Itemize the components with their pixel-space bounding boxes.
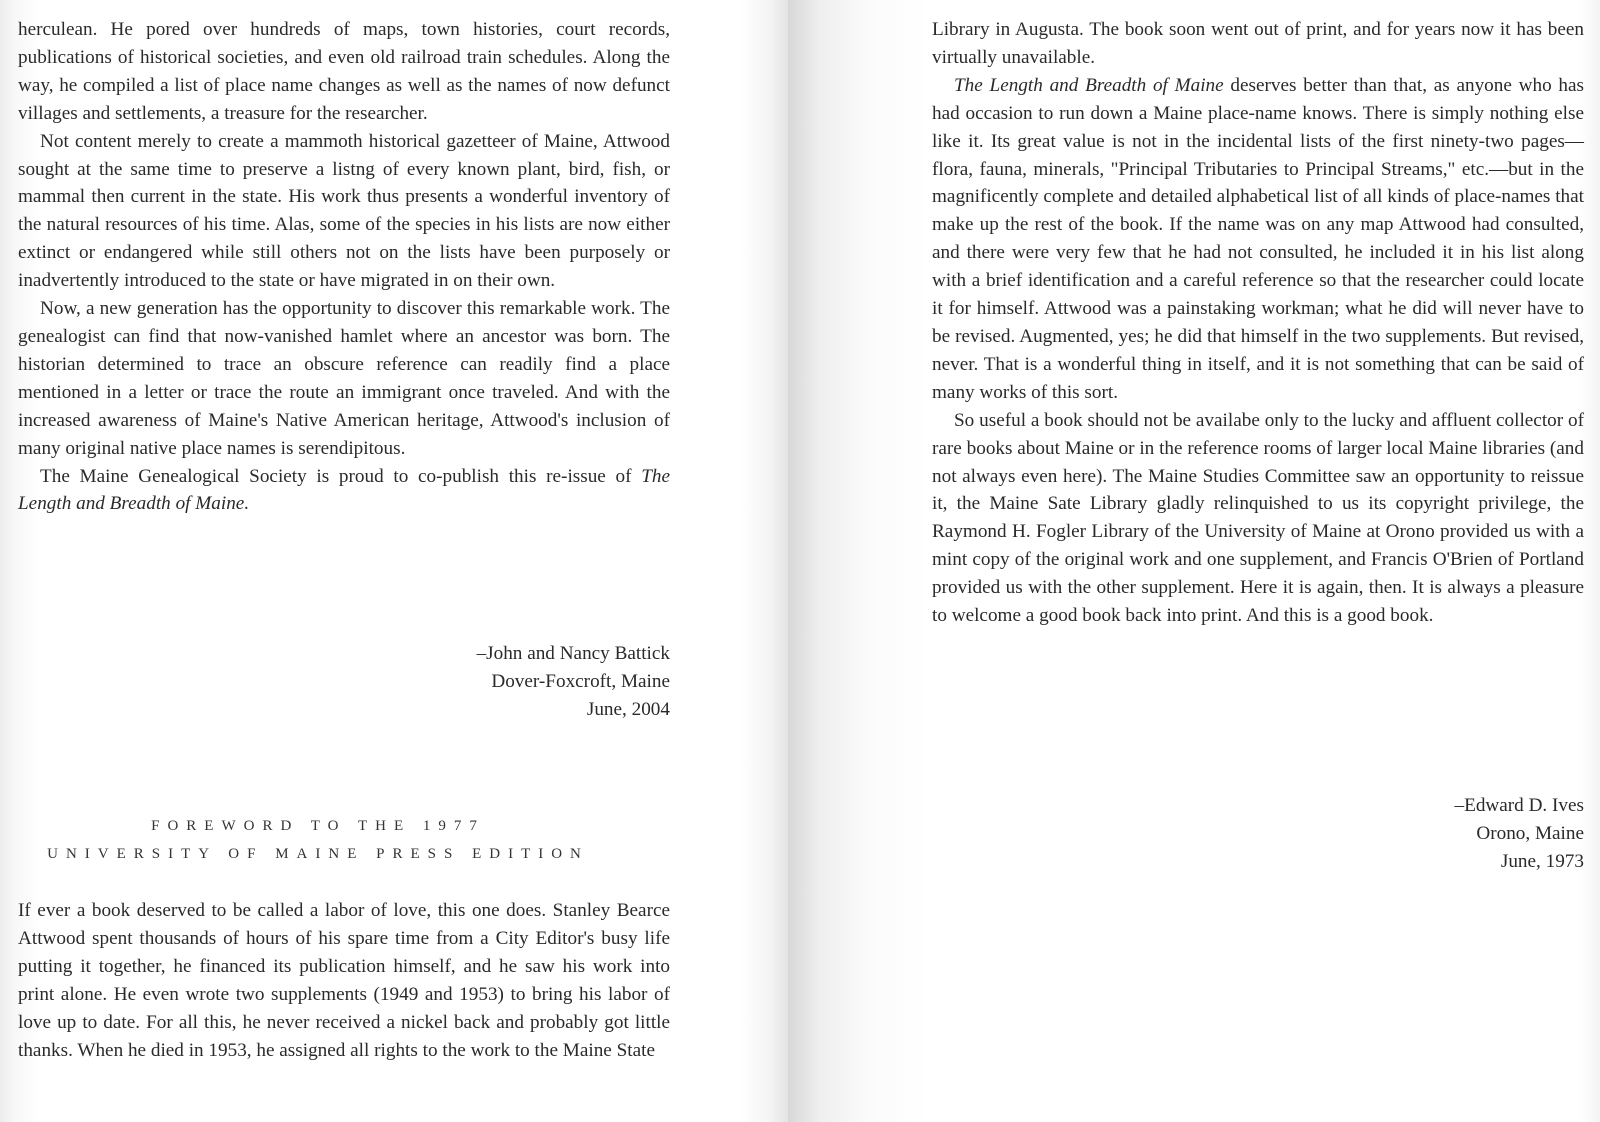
book-title: The Length and Breadth of Maine.	[18, 465, 670, 515]
paragraph-text: The Maine Genealogical Society is proud to co-publish this re-issue of	[40, 465, 642, 487]
signature-date: June, 2004	[586, 698, 670, 720]
paragraph: If ever a book deserved to be called a labor of love, this one does. Stanley Bearce Attwood spent thousands of hours of his spare time from a City Editor's busy life putting it together, he financed its publication himself, and he saw his work into print alone. He even wrote two supplements (1949 and 1953) to bring his labor of love up to date. For all this, he never received a nickel back and probably got little thanks. When he died in 1953, he assigned all rights to the work to the Maine State	[18, 900, 670, 1061]
paragraph	[932, 72, 1584, 407]
paragraph	[18, 463, 670, 519]
paragraph-text: deserves better than that, as anyone who has had occasion to run down a Maine place-name knows. There is simply nothing else like it. Its great value is not in the incidental lists of the first ninety-two pages—flora, fauna, minerals, "Principal Tributaries to Principal Streams," etc.—but in the magnificently complete and detailed alphabetical list of all kinds of place-names that make up the rest of the book. If the name was on any map Attwood had consulted, and there were very few that he had not consulted, he included it in his list along with a brief identification and a careful reference so that the researcher could locate it for himself. Attwood was a painstaking workman; what he did will never have to be revised. Augmented, yes; he did that himself in the two supplements. But revised, never. That is a wonderful thing in itself, and it is not something that can be said of many works of this sort.	[932, 74, 1584, 403]
signature-place: Orono, Maine	[1476, 822, 1584, 844]
signature-date: June, 1973	[1500, 850, 1584, 872]
paragraph: Library in Augusta. The book soon went out of print, and for years now it has been virtually unavailable.	[932, 19, 1584, 68]
left-page-body	[18, 16, 670, 518]
section-heading: FOREWORD TO THE 1977	[151, 818, 485, 834]
signature-block	[1455, 792, 1584, 876]
paragraph: Now, a new generation has the opportunity to discover this remarkable work. The genealogist can find that now-vanished hamlet where an ancestor was born. The historian determined to trace an obscure reference can readily find a place mentioned in a letter or trace the route an immigrant once traveled. And with the increased awareness of Maine's Native American heritage, Attwood's inclusion of many original native place names is serendipitous.	[18, 298, 670, 459]
paragraph: Not content merely to create a mammoth historical gazetteer of Maine, Attwood sought at the same time to preserve a listng of every known plant, bird, fish, or mammal then current in the state. His work thus presents a wonderful inventory of the natural resources of his time. Alas, some of the species in his lists are now either extinct or endangered while still others not on the lists have been purposely or inadvertently introduced to the state or have migrated in on their own.	[18, 130, 670, 292]
foreword-body	[18, 897, 670, 1064]
signature-name: –Edward D. Ives	[1454, 795, 1584, 816]
signature-block	[477, 640, 670, 724]
signature-place: Dover-Foxcroft, Maine	[491, 670, 670, 692]
signature-name: –John and Nancy Battick	[476, 643, 670, 664]
paragraph: So useful a book should not be availabe only to the lucky and affluent collector of rare books about Maine or in the reference rooms of larger local Maine libraries (and not always even here). The Maine Studies Committee saw an opportunity to reissue it, the Maine Sate Library gladly relinquished to us its copyright privilege, the Raymond H. Fogler Library of the University of Maine at Orono provided us with a mint copy of the original work and one supplement, and Francis O'Brien of Portland provided us with the other supplement. Here it is again, then. It is always a pleasure to welcome a good book back into print. And this is a good book.	[932, 409, 1584, 627]
book-gutter	[788, 0, 790, 1122]
book-title: The Length and Breadth of Maine	[954, 74, 1224, 96]
section-subheading: UNIVERSITY OF MAINE PRESS EDITION	[47, 846, 589, 862]
right-page-body	[932, 16, 1584, 630]
paragraph: herculean. He pored over hundreds of maps, town histories, court records, publications of historical societies, and even old railroad train schedules. Along the way, he compiled a list of place name changes as well as the names of now defunct villages and settlements, a treasure for the researcher.	[18, 19, 670, 124]
